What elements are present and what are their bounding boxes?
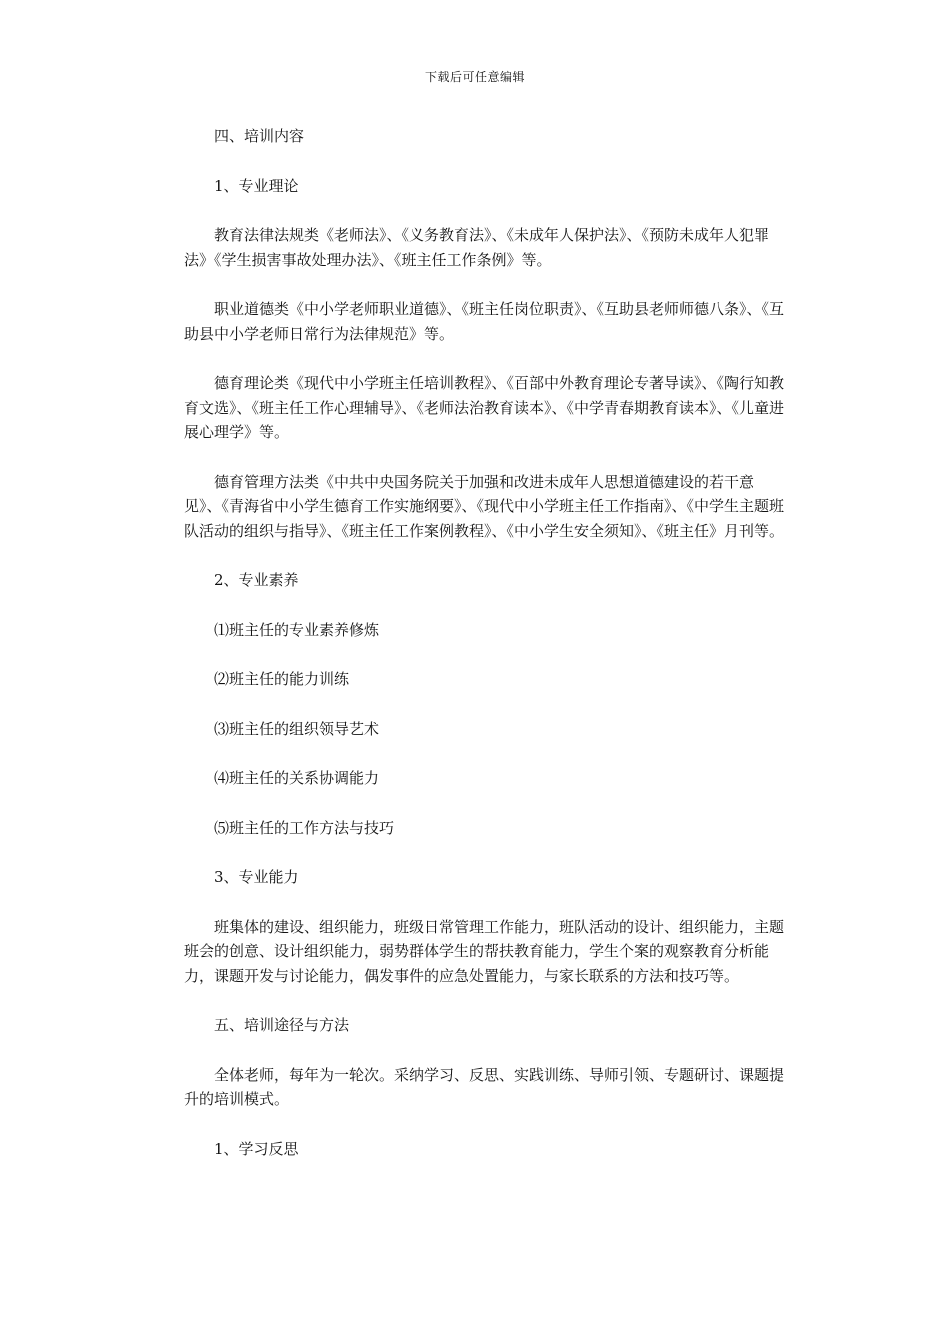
section-heading: 五、培训途径与方法 <box>214 1016 350 1034</box>
document-body <box>184 124 784 1186</box>
paragraph: 班集体的建设、组织能力，班级日常管理工作能力，班队活动的设计、组织能力，主题班会的创意、设计组织能力，弱势群体学生的帮扶教育能力，学生个案的观察教育分析能力，课题开发与讨论能力，偶发事件的应急处置能力，与家长联系的方法和技巧等。 <box>184 917 785 985</box>
subsection-heading: 3、专业能力 <box>214 868 299 886</box>
section-heading: 四、培训内容 <box>214 127 305 145</box>
paragraph: 职业道德类《中小学老师职业道德》、《班主任岗位职责》、《互助县老师师德八条》、《互助县中小学老师日常行为法律规范》等。 <box>184 300 785 343</box>
list-item: ⑴班主任的专业素养修炼 <box>214 620 380 639</box>
subsection-heading: 1、专业理论 <box>214 176 299 195</box>
list-item: ⑵班主任的能力训练 <box>214 670 350 688</box>
paragraph: 全体老师，每年为一轮次。采纳学习、反思、实践训练、导师引领、专题研讨、课题提升的培训模式。 <box>184 1065 785 1108</box>
list-item: ⑶班主任的组织领导艺术 <box>214 719 380 738</box>
paragraph: 教育法律法规类《老师法》、《义务教育法》、《未成年人保护法》、《预防未成年人犯罪法》《学生损害事故处理办法》、《班主任工作条例》等。 <box>184 226 770 269</box>
paragraph: 德育管理方法类《中共中央国务院关于加强和改进未成年人思想道德建设的若干意见》、《青海省中小学生德育工作实施纲要》、《现代中小学班主任工作指南》、《中学生主题班队活动的组织与指导》、《班主任工作案例教程》、《中小学生安全须知》、《班主任》月刊等。 <box>184 472 785 540</box>
subsection-heading: 2、专业素养 <box>214 571 299 589</box>
list-item: ⑷班主任的关系协调能力 <box>214 769 380 787</box>
list-item: ⑸班主任的工作方法与技巧 <box>214 818 395 837</box>
paragraph: 德育理论类《现代中小学班主任培训教程》、《百部中外教育理论专著导读》、《陶行知教育文选》、《班主任工作心理辅导》、《老师法治教育读本》、《中学青春期教育读本》、《儿童进展心理学》等。 <box>184 374 785 441</box>
page-header: 下载后可任意编辑 <box>424 70 525 84</box>
subsection-heading: 1、学习反思 <box>214 1139 299 1158</box>
